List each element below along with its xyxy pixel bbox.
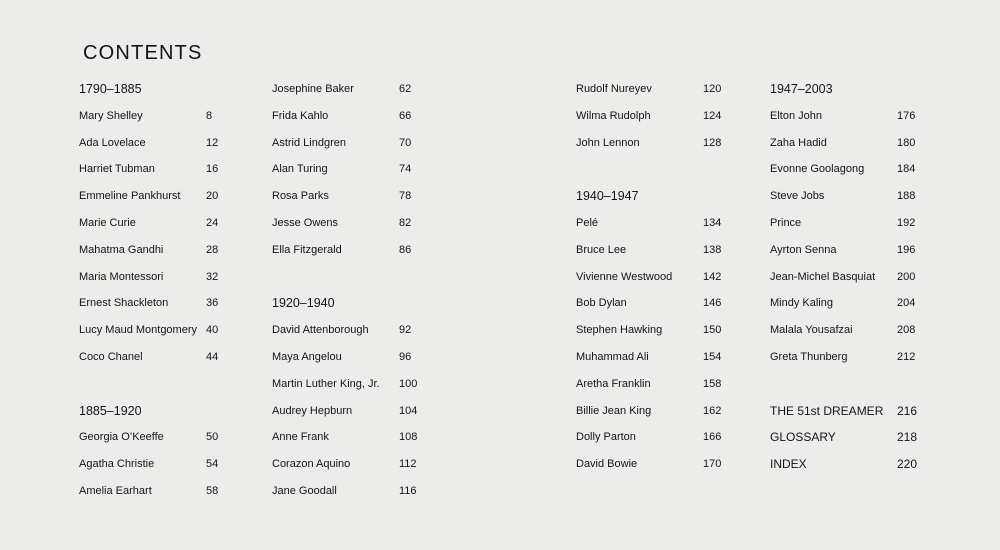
- section-heading: 1885–1920: [79, 403, 142, 418]
- entry-page-number: 124: [703, 109, 722, 122]
- entry-name: John Lennon: [576, 136, 640, 149]
- entry-page-number: 20: [206, 190, 219, 203]
- entry-name: Pelé: [576, 217, 599, 229]
- entry-name: Ayrton Senna: [770, 243, 837, 256]
- entry-page-number: 32: [206, 270, 219, 283]
- entry-page-number: 128: [703, 136, 722, 149]
- entry-page-number: 112: [399, 458, 417, 471]
- entry-name: Ella Fitzgerald: [272, 243, 342, 256]
- entry-page-number: 16: [206, 163, 219, 176]
- entry-name: Martin Luther King, Jr.: [272, 377, 380, 390]
- entry-name: Rosa Parks: [272, 190, 329, 203]
- entry-name: Mahatma Gandhi: [79, 243, 164, 256]
- entry-name: Steve Jobs: [770, 190, 825, 203]
- entry-page-number: 138: [703, 243, 722, 256]
- entry-name: Astrid Lindgren: [272, 136, 346, 149]
- entry-page-number: 220: [897, 457, 918, 472]
- entry-name: Dolly Parton: [576, 431, 636, 444]
- entry-name: GLOSSARY: [770, 430, 836, 445]
- entry-name: Jesse Owens: [272, 217, 339, 229]
- entry-page-number: 158: [703, 377, 722, 390]
- entry-name: Emmeline Pankhurst: [79, 190, 181, 203]
- entry-page-number: 62: [399, 83, 412, 95]
- entry-page-number: 96: [399, 351, 412, 363]
- entry-name: Maria Montessori: [79, 270, 164, 283]
- entry-page-number: 50: [206, 431, 219, 444]
- entry-name: Stephen Hawking: [576, 324, 663, 337]
- entry-name: Harriet Tubman: [79, 163, 155, 176]
- entry-name: Ernest Shackleton: [79, 297, 169, 310]
- entry-page-number: 86: [399, 243, 412, 256]
- entry-page-number: 40: [206, 324, 219, 337]
- entry-name: Anne Frank: [272, 431, 329, 444]
- entry-page-number: 200: [897, 270, 916, 283]
- entry-page-number: 218: [897, 430, 918, 445]
- entry-name: Alan Turing: [272, 163, 328, 176]
- entry-page-number: 146: [703, 297, 722, 310]
- entry-page-number: 180: [897, 136, 916, 149]
- entry-page-number: 24: [206, 217, 219, 229]
- entry-page-number: 150: [703, 324, 722, 337]
- entry-name: Billie Jean King: [576, 404, 652, 417]
- entry-page-number: 184: [897, 163, 916, 176]
- entry-page-number: 212: [897, 351, 916, 363]
- entry-page-number: 54: [206, 458, 219, 471]
- entry-name: Prince: [770, 217, 802, 229]
- entry-page-number: 154: [703, 351, 722, 363]
- entry-name: Vivienne Westwood: [576, 270, 673, 283]
- entry-page-number: 188: [897, 190, 916, 203]
- entry-name: Audrey Hepburn: [272, 404, 353, 417]
- entry-page-number: 120: [703, 83, 722, 95]
- entry-page-number: 216: [897, 403, 918, 418]
- entry-page-number: 176: [897, 109, 916, 122]
- entry-name: Agatha Christie: [79, 458, 155, 471]
- entry-name: Mary Shelley: [79, 109, 143, 122]
- entry-name: INDEX: [770, 457, 807, 472]
- entry-page-number: 66: [399, 109, 412, 122]
- entry-name: THE 51st DREAMER: [770, 403, 884, 418]
- entry-name: Wilma Rudolph: [576, 109, 651, 122]
- entry-page-number: 108: [399, 431, 418, 444]
- entry-name: Frida Kahlo: [272, 109, 329, 122]
- entry-page-number: 192: [897, 217, 916, 229]
- entry-name: Corazon Aquino: [272, 458, 351, 471]
- entry-page-number: 74: [399, 163, 412, 176]
- entry-page-number: 100: [399, 377, 418, 390]
- entry-name: Elton John: [770, 109, 822, 122]
- entry-name: Evonne Goolagong: [770, 163, 865, 176]
- page-title: CONTENTS: [83, 42, 203, 64]
- entry-page-number: 12: [206, 136, 219, 149]
- entry-page-number: 70: [399, 136, 412, 149]
- entry-name: David Bowie: [576, 458, 638, 471]
- entry-name: Bob Dylan: [576, 297, 627, 310]
- entry-name: Maya Angelou: [272, 351, 342, 363]
- entry-name: Zaha Hadid: [770, 136, 827, 149]
- entry-name: Greta Thunberg: [770, 351, 848, 363]
- entry-page-number: 166: [703, 431, 722, 444]
- entry-name: Marie Curie: [79, 217, 136, 229]
- section-heading: 1920–1940: [272, 296, 335, 311]
- entry-page-number: 78: [399, 190, 412, 203]
- entry-name: Amelia Earhart: [79, 485, 152, 497]
- entry-name: Lucy Maud Montgomery: [79, 324, 197, 337]
- entry-page-number: 116: [399, 485, 417, 497]
- entry-page-number: 58: [206, 485, 219, 497]
- section-heading: 1947–2003: [770, 82, 833, 96]
- entry-page-number: 208: [897, 324, 916, 337]
- section-heading: 1940–1947: [576, 189, 639, 204]
- entry-name: Jane Goodall: [272, 485, 337, 497]
- entry-name: Georgia O’Keeffe: [79, 431, 164, 444]
- entry-page-number: 92: [399, 324, 412, 337]
- entry-page-number: 162: [703, 404, 722, 417]
- entry-page-number: 36: [206, 297, 219, 310]
- entry-page-number: 170: [703, 458, 722, 471]
- entry-name: Mindy Kaling: [770, 297, 833, 310]
- entry-name: Aretha Franklin: [576, 377, 651, 390]
- entry-page-number: 196: [897, 243, 916, 256]
- entry-name: Ada Lovelace: [79, 136, 146, 149]
- entry-page-number: 82: [399, 217, 412, 229]
- entry-page-number: 204: [897, 297, 916, 310]
- entry-page-number: 28: [206, 243, 219, 256]
- entry-name: David Attenborough: [272, 324, 369, 337]
- entry-name: Malala Yousafzai: [770, 324, 853, 337]
- section-heading: 1790–1885: [79, 82, 142, 96]
- entry-page-number: 104: [399, 404, 418, 417]
- entry-page-number: 134: [703, 217, 722, 229]
- entry-name: Bruce Lee: [576, 243, 627, 256]
- entry-page-number: 142: [703, 270, 722, 283]
- entry-name: Coco Chanel: [79, 351, 143, 363]
- entry-name: Rudolf Nureyev: [576, 83, 652, 95]
- entry-name: Muhammad Ali: [576, 351, 649, 363]
- entry-page-number: 8: [206, 109, 213, 122]
- entry-page-number: 44: [206, 351, 219, 363]
- entry-name: Josephine Baker: [272, 83, 354, 95]
- entry-name: Jean-Michel Basquiat: [770, 270, 876, 283]
